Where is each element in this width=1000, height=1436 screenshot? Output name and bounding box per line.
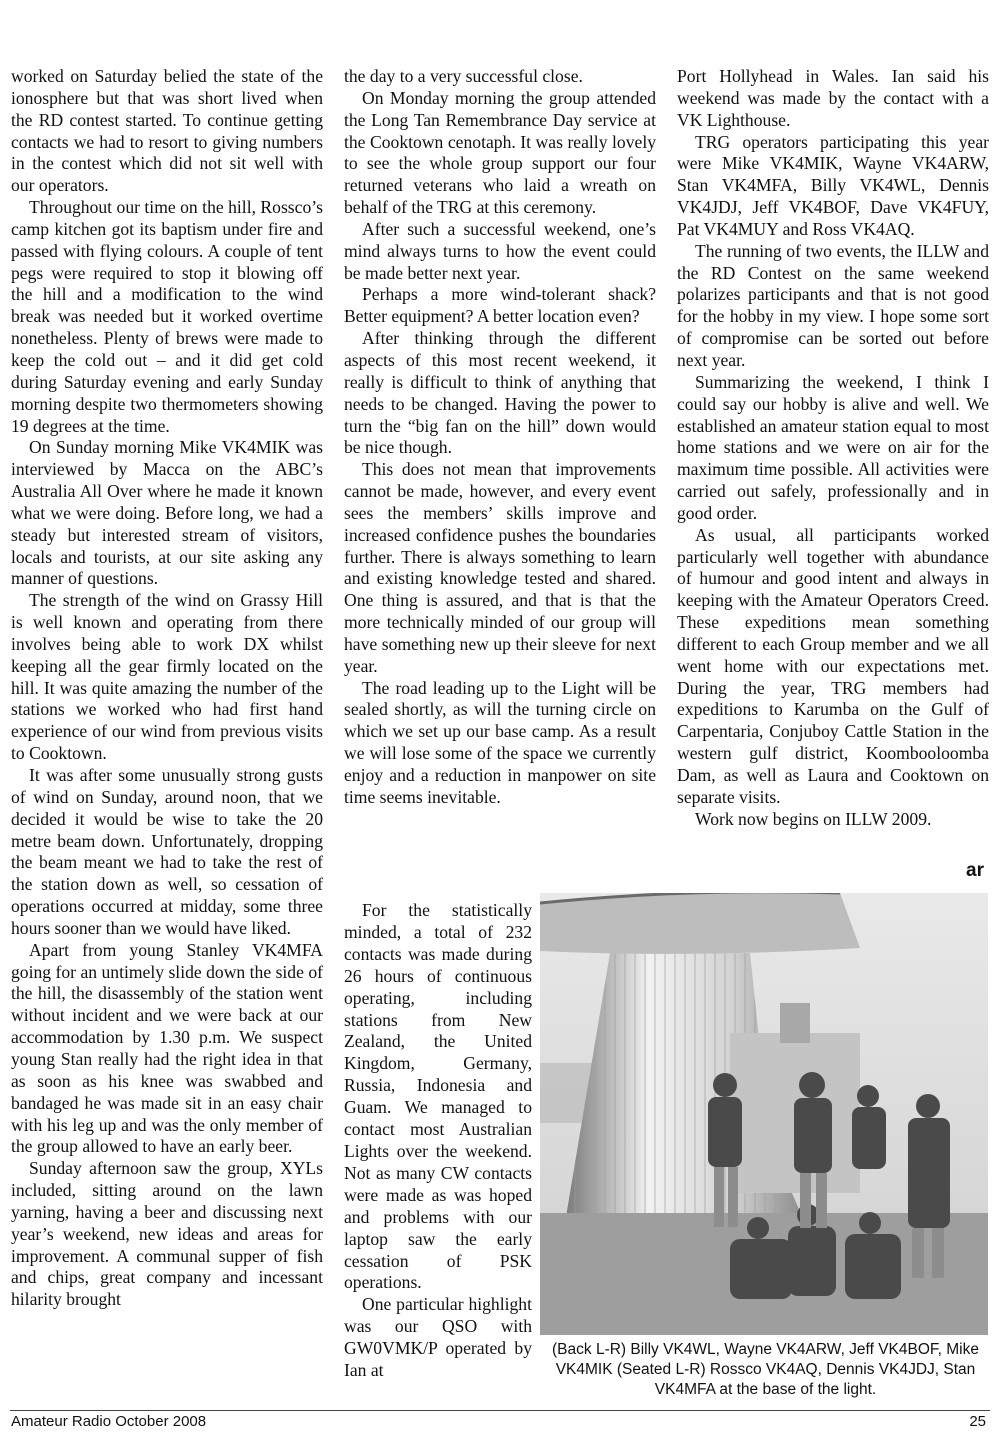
paragraph: For the statistically minded, a total of 232 contacts was made during 26 hours of continuous operating, including stations from New Zealand, the United Kingdom, Germany, Russia, Indonesia and Guam. We managed to contact most Australian Lights over the weekend. Not as many CW contacts were made as was hoped and problems with our laptop saw the early cessation of PSK operations.	[344, 900, 532, 1293]
paragraph: One particular highlight was our QSO with GW0VMK/P operated by Ian at	[344, 1294, 532, 1381]
footer-publication: Amateur Radio October 2008	[11, 1413, 207, 1430]
footer-divider	[10, 1410, 990, 1411]
paragraph: On Monday morning the group attended the Long Tan Remembrance Day service at the Cooktown cenotaph. It was really lovely to see the whole group support our four returned veterans who laid a wreath on behalf of the TRG at this ceremony.	[344, 87, 656, 218]
page-number: 25	[969, 1413, 986, 1430]
paragraph: On Sunday morning Mike VK4MIK was interviewed by Macca on the ABC’s Australia All Over where he made it known what we were doing. Before long, we had a steady but interested stream of visitors, locals and tourists, at our site asking any manner of questions.	[11, 437, 323, 589]
column-2-narrow	[344, 900, 532, 1382]
photo-caption: (Back L-R) Billy VK4WL, Wayne VK4ARW, Jeff VK4BOF, Mike VK4MIK (Seated L-R) Rossco VK4AQ, Dennis VK4JDJ, Stan VK4MFA at the base of the light.	[552, 1341, 979, 1398]
paragraph: This does not mean that improvements cannot be made, however, and every event sees the members’ skills improve and increased confidence pushes the boundaries further. There is always something to learn and existing knowledge tested and shared. One thing is assured, and that is that the more technically minded of our group will have something new up their sleeve for next year.	[344, 459, 656, 676]
paragraph: It was after some unusually strong gusts of wind on Sunday, around noon, that we decided it would be wise to take the 20 metre beam down. Unfortunately, dropping the beam meant we had to take the rest of the station down as well, so cessation of operations occurred at midday, some three hours sooner than we would have liked.	[11, 765, 323, 938]
column-2	[344, 66, 656, 809]
column-3	[677, 66, 989, 831]
column-1	[11, 66, 323, 1311]
paragraph: Apart from young Stanley VK4MFA going for an untimely slide down the side of the hill, the disassembly of the station went without incident and we were back at our accommodation by 1.30 p.m. We suspect young Stan really had the right idea in that as soon as his knee was swabbed and bandaged he was made sit in an easy chair with his leg up and was the only member of the group allowed to have an early beer.	[11, 939, 323, 1157]
paragraph: After such a successful weekend, one’s mind always turns to how the event could be made better next year.	[344, 218, 656, 283]
paragraph: worked on Saturday belied the state of the ionosphere but that was short lived when the RD contest started. To continue getting contacts we had to resort to giving numbers in the contest which did not sit well with our operators.	[11, 66, 323, 196]
paragraph: Perhaps a more wind-tolerant shack? Better equipment? A better location even?	[344, 284, 656, 327]
paragraph: Throughout our time on the hill, Rossco’s camp kitchen got its baptism under fire and passed with flying colours. A couple of tent pegs were required to stop it blowing off the hill and a modification to the wind break was needed but it worked overtime nonetheless. Plenty of brews were made to keep the cold out – and it did get cold during Saturday evening and early Sunday morning despite two thermometers showing 19 degrees at the time.	[11, 197, 323, 436]
paragraph: The road leading up to the Light will be sealed shortly, as will the turning circle on which we set up our base camp. As a result we will lose some of the space we currently enjoy and a reduction in manpower on site time seems inevitable.	[344, 677, 656, 807]
lighthouse-group-photo	[540, 893, 988, 1335]
paragraph: Port Hollyhead in Wales. Ian said his weekend was made by the contact with a VK Lighthouse.	[677, 66, 989, 130]
paragraph: The running of two events, the ILLW and the RD Contest on the same weekend polarizes participants and that is not good for the hobby in my view. I hope some sort of compromise can be sorted out before next year.	[677, 240, 989, 370]
paragraph: TRG operators participating this year were Mike VK4MIK, Wayne VK4ARW, Stan VK4MFA, Billy VK4WL, Dennis VK4JDJ, Jeff VK4BOF, Dave VK4FUY, Pat VK4MUY and Ross VK4AQ.	[677, 131, 989, 239]
paragraph: the day to a very successful close.	[344, 66, 583, 86]
paragraph: As usual, all participants worked particularly well together with abundance of humour and good intent and always in keeping with the Amateur Operators Creed. These expeditions mean something different to each Group member and we all went home with our expectations met. During the year, TRG members had expeditions to Karumba on the Gulf of Carpentaria, Conjuboy Cattle Station in the western gulf district, Koombooloomba Dam, as well as Laura and Cooktown on separate visits.	[677, 524, 989, 807]
paragraph: After thinking through the different aspects of this most recent weekend, it really is difficult to think of anything that needs to be changed. Having the power to turn the “big fan on the hill” down would be nice though.	[344, 328, 656, 458]
paragraph: Work now begins on ILLW 2009.	[695, 808, 932, 829]
paragraph: The strength of the wind on Grassy Hill is well known and operating from there involves being able to work DX whilst keeping all the gear firmly located on the hill. It was quite amazing the number of the stations we worked who had first hand experience of our wind from previous visits to Cooktown.	[11, 590, 323, 764]
paragraph: Summarizing the weekend, I think I could say our hobby is alive and well. We established an amateur station equal to most home stations and we were on air for the maximum time possible. All activities were carried out safely, professionally and in good order.	[677, 371, 989, 523]
end-mark: ar	[966, 860, 984, 881]
paragraph: Sunday afternoon saw the group, XYLs included, sitting around on the lawn yarning, having a beer and discussing next year’s weekend, new ideas and areas for improvement. A communal supper of fish and chips, great company and incessant hilarity brought	[11, 1158, 323, 1310]
